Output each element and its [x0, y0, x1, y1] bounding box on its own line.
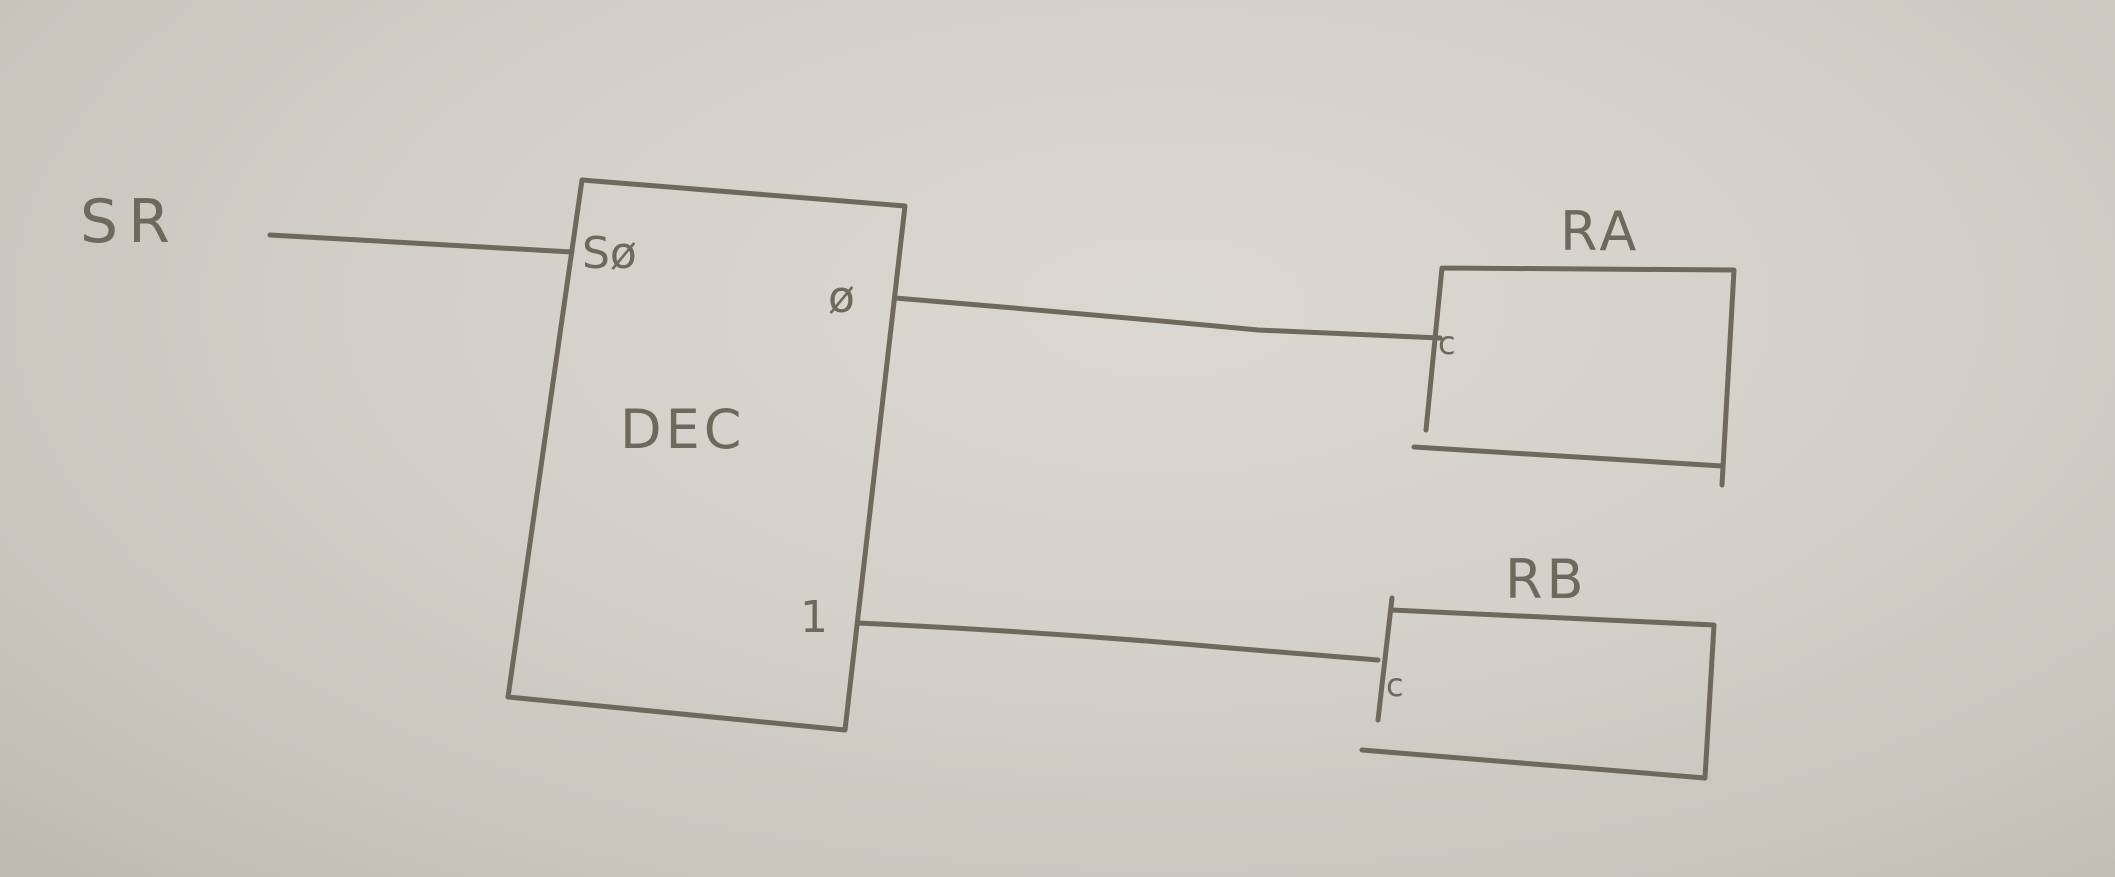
output-0-wire [895, 298, 1440, 338]
decoder-output-1-label: 1 [800, 592, 828, 643]
output-1-wire [858, 623, 1378, 660]
sr-wire [270, 235, 572, 252]
register-ra-name: RA [1560, 200, 1641, 263]
register-rb-name: RB [1505, 548, 1588, 611]
decoder-output-0-label: ø [828, 272, 855, 323]
register-ra-box [1414, 268, 1734, 485]
decoder-select-label: Sø [582, 228, 637, 279]
sr-label: SR [80, 187, 180, 257]
register-ra-control-label: c [1438, 324, 1456, 362]
register-ra [1414, 200, 1734, 485]
register-rb-control-label: c [1386, 666, 1404, 704]
decoder-title: DEC [620, 398, 746, 461]
register-rb-box [1362, 598, 1714, 778]
register-rb [1362, 548, 1714, 778]
